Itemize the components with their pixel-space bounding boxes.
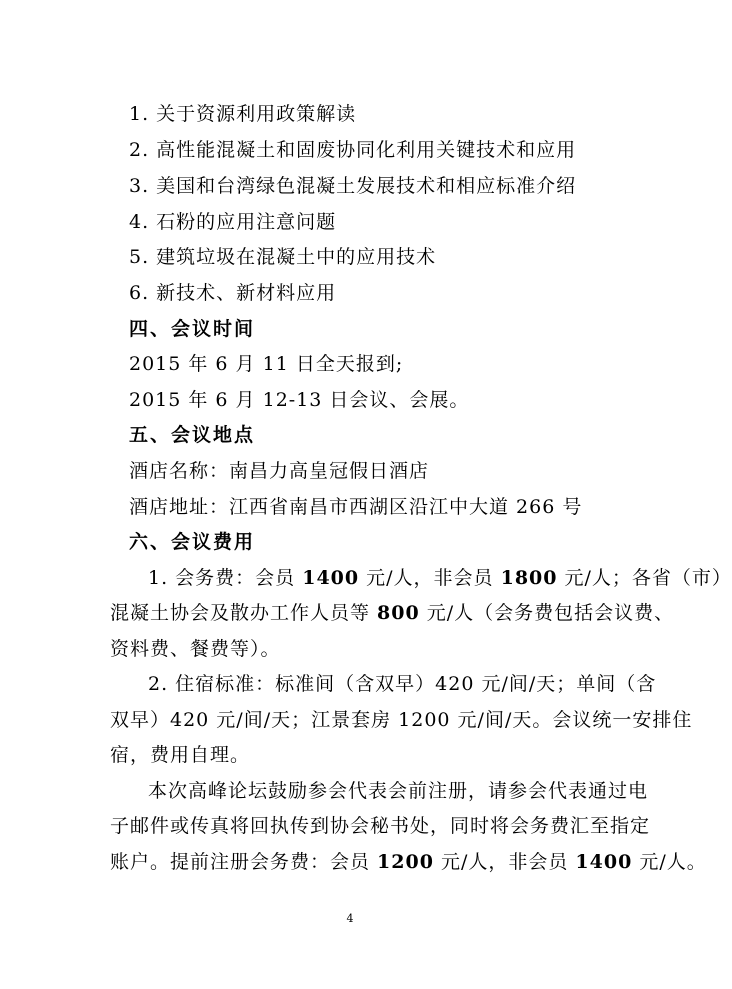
- registration-line: 本次高峰论坛鼓励参会代表会前注册，请参会代表通过电: [148, 780, 649, 802]
- time-line: 2015 年 6 月 12-13 日会议、会展。: [129, 389, 470, 411]
- fee-text: 混凝土协会及散办工作人员等: [110, 602, 378, 624]
- member-fee: 1400: [302, 567, 360, 589]
- hotel-name: 酒店名称：南昌力高皇冠假日酒店: [129, 460, 430, 482]
- topic-item: 4. 石粉的应用注意问题: [129, 211, 337, 233]
- fee-text: 元/人（会务费包括会议费、: [419, 602, 675, 624]
- topic-item: 1. 关于资源利用政策解读: [129, 103, 357, 125]
- staff-fee: 800: [377, 602, 420, 624]
- section-heading-venue: 五、会议地点: [129, 424, 256, 446]
- reg-text: 元/人。: [632, 851, 707, 873]
- fee-text: 元/人，非会员: [359, 567, 501, 589]
- lodging-line: 2. 住宿标准：标准间（含双早）420 元/间/天；单间（含: [148, 673, 657, 695]
- reg-text: 元/人，非会员: [433, 851, 576, 873]
- early-nonmember-fee: 1400: [575, 851, 633, 873]
- fee-line: 资料费、餐费等）。: [110, 638, 281, 660]
- nonmember-fee: 1800: [500, 567, 558, 589]
- topic-item: 5. 建筑垃圾在混凝土中的应用技术: [129, 246, 437, 268]
- page-number: 4: [346, 912, 354, 925]
- topic-item: 3. 美国和台湾绿色混凝土发展技术和相应标准介绍: [129, 175, 577, 197]
- fee-line: [148, 566, 732, 590]
- topic-item: 2. 高性能混凝土和固废协同化利用关键技术和应用: [129, 139, 577, 161]
- section-heading-fees: 六、会议费用: [129, 531, 256, 553]
- section-heading-time: 四、会议时间: [129, 318, 256, 340]
- registration-line: [110, 850, 707, 874]
- fee-text: 元/人；各省（市）: [557, 567, 732, 589]
- topic-item: 6. 新技术、新材料应用: [129, 282, 337, 304]
- fee-text: 1. 会务费：会员: [148, 567, 303, 589]
- lodging-line: 宿，费用自理。: [110, 744, 251, 766]
- fee-line: [110, 601, 674, 625]
- time-line: 2015 年 6 月 11 日全天报到;: [129, 353, 404, 375]
- registration-line: 子邮件或传真将回执传到协会秘书处，同时将会务费汇至指定: [110, 815, 651, 837]
- reg-text: 账户。提前注册会务费：会员: [110, 851, 378, 873]
- hotel-address: 酒店地址：江西省南昌市西湖区沿江中大道 266 号: [129, 496, 583, 518]
- early-member-fee: 1200: [377, 851, 434, 873]
- lodging-line: 双早）420 元/间/天；江景套房 1200 元/间/天。会议统一安排住: [110, 709, 693, 731]
